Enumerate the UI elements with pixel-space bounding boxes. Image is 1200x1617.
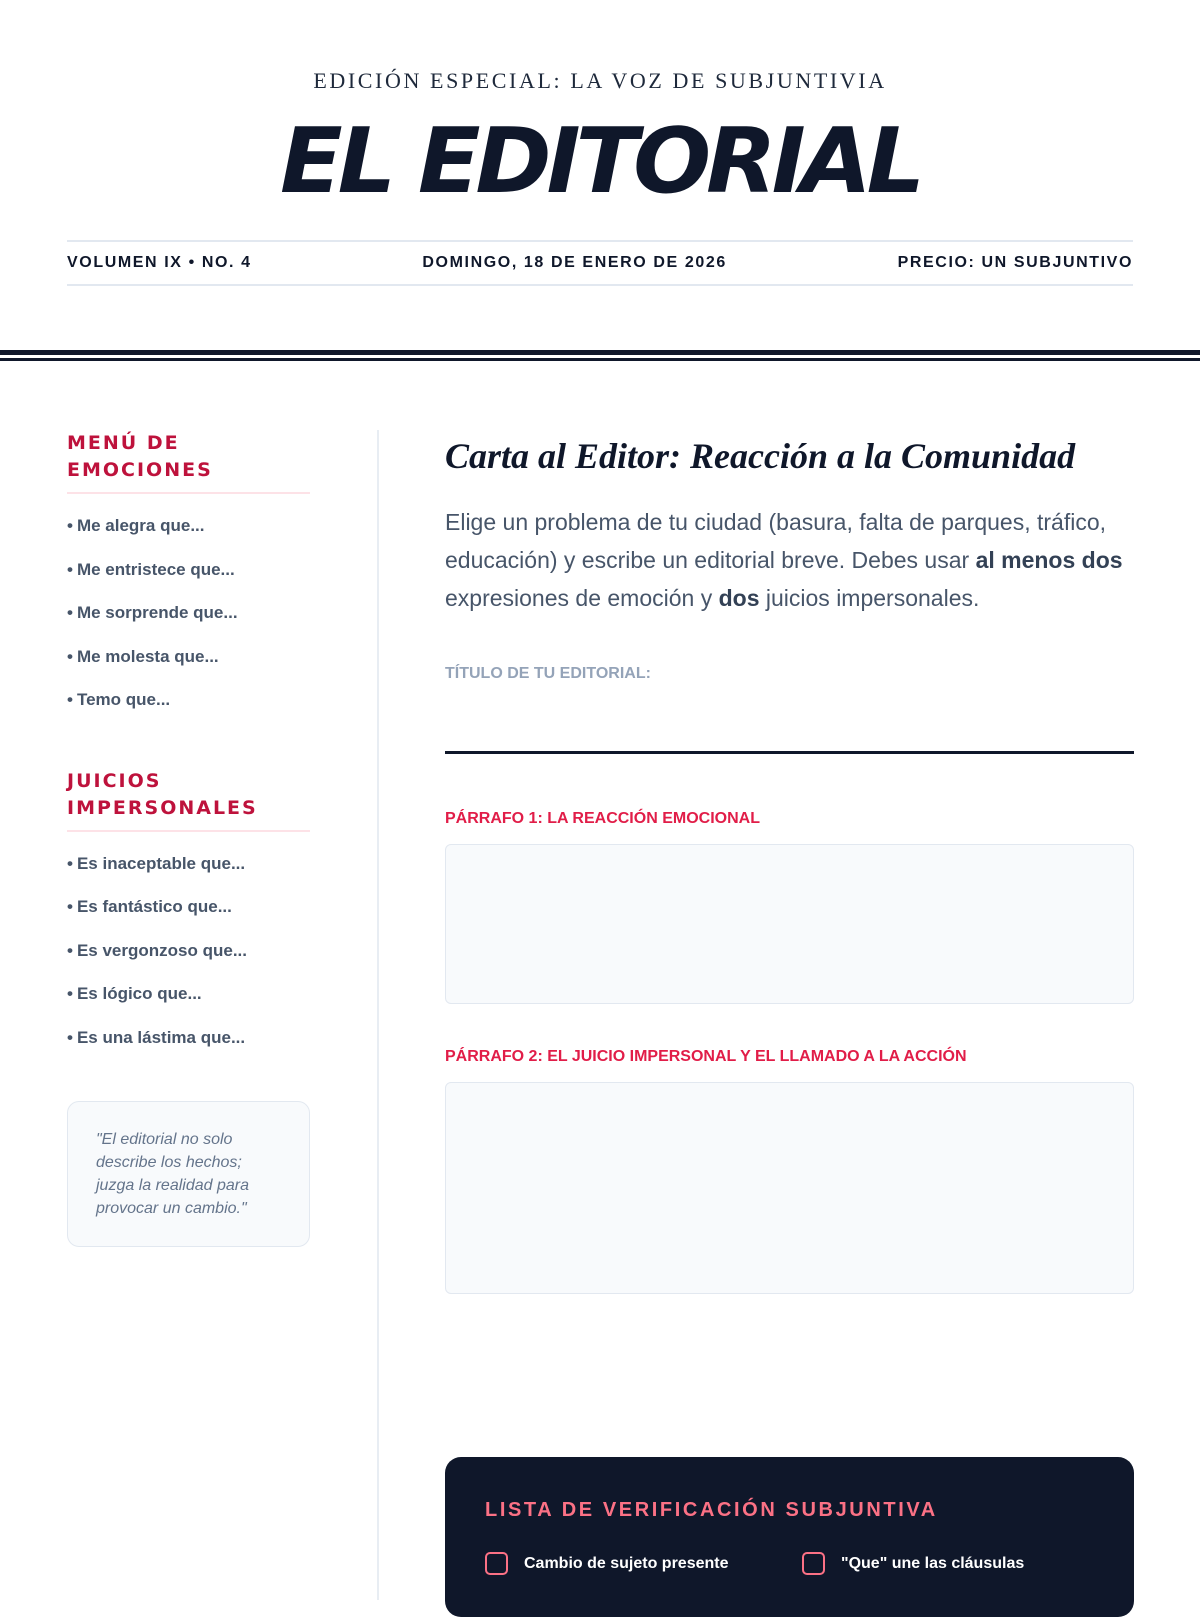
emotion-phrase: Me entristece que...: [76, 559, 235, 579]
paragraph2-label: PÁRRAFO 2: EL JUICIO IMPERSONAL Y EL LLAMADO A LA ACCIÓN: [445, 1048, 967, 1065]
checkbox-empty-icon[interactable]: [485, 1552, 508, 1575]
emotions-heading: MENÚ DE EMOCIONES: [67, 430, 310, 494]
instructions-emphasis: dos: [718, 585, 760, 611]
bullet-dot-icon: •: [67, 516, 73, 535]
title-field-label: TÍTULO DE TU EDITORIAL:: [445, 665, 651, 682]
bullet-dot-icon: •: [67, 690, 73, 709]
subjunctive-checklist: [445, 1457, 1134, 1617]
judgments-heading: JUICIOS IMPERSONALES: [67, 768, 310, 832]
bullet-dot-icon: •: [67, 646, 73, 666]
column-divider: [377, 430, 379, 1600]
judgment-phrase: Es vergonzoso que...: [76, 940, 247, 960]
emotion-phrase: Me molesta que...: [76, 646, 219, 666]
list-item: [67, 1028, 310, 1072]
masthead-rule-thin: [0, 358, 1200, 361]
emotions-list: [67, 516, 310, 734]
price-label: PRECIO: UN SUBJUNTIVO: [897, 254, 1133, 271]
paragraph1-textarea[interactable]: [445, 844, 1134, 1004]
checklist-item-subject-change[interactable]: [485, 1552, 729, 1575]
newspaper-title: EL EDITORIAL: [279, 109, 921, 214]
section-spacer: [67, 734, 310, 768]
checklist-item-que-clauses[interactable]: [802, 1552, 1024, 1575]
list-item: [67, 690, 310, 734]
paragraph2-textarea[interactable]: [445, 1082, 1134, 1294]
main-content: [445, 430, 1134, 1294]
masthead-rule-thick: [0, 350, 1200, 355]
bullet-dot-icon: •: [67, 897, 73, 916]
page-title: Carta al Editor: Reacción a la Comunidad: [445, 436, 1076, 476]
emotion-phrase: Temo que...: [76, 690, 171, 709]
instructions: [445, 503, 1134, 617]
checkbox-empty-icon[interactable]: [802, 1552, 825, 1575]
instructions-emphasis: al menos dos: [975, 547, 1123, 573]
edition-kicker: EDICIÓN ESPECIAL: LA VOZ DE SUBJUNTIVIA: [313, 68, 887, 93]
list-item: [67, 897, 310, 941]
bullet-dot-icon: •: [67, 559, 73, 579]
volume-label: VOLUMEN IX • NO. 4: [67, 254, 252, 271]
bullet-dot-icon: •: [67, 603, 73, 622]
instructions-text: Elige un problema de tu ciudad (basura, falta de parques, tráfico, educación) y escribe un editorial breve. Debes usar: [445, 509, 1107, 573]
list-item: [67, 603, 310, 647]
bullet-dot-icon: •: [67, 940, 73, 960]
paragraph1-label: PÁRRAFO 1: LA REACCIÓN EMOCIONAL: [445, 810, 760, 827]
editorial-title-input[interactable]: [445, 691, 1134, 754]
bullet-dot-icon: •: [67, 1027, 73, 1047]
checklist-title: LISTA DE VERIFICACIÓN SUBJUNTIVA: [485, 1499, 938, 1521]
date-label: DOMINGO, 18 DE ENERO DE 2026: [422, 254, 727, 271]
judgment-phrase: Es inaceptable que...: [76, 853, 246, 873]
list-item: [67, 984, 310, 1028]
judgment-phrase: Es lógico que...: [76, 984, 202, 1003]
emotion-phrase: Me alegra que...: [76, 516, 205, 535]
list-item: [67, 516, 310, 560]
instructions-text: expresiones de emoción y: [445, 585, 719, 611]
list-item: [67, 560, 310, 604]
list-item: [67, 941, 310, 985]
masthead: [0, 0, 1200, 372]
list-item: [67, 854, 310, 898]
info-bar: [67, 240, 1133, 286]
list-item: [67, 647, 310, 691]
editorial-quote: "El editorial no solo describe los hechos; juzga la realidad para provocar un cambio.": [67, 1101, 310, 1247]
judgment-phrase: Es una lástima que...: [76, 1027, 246, 1047]
bullet-dot-icon: •: [67, 984, 73, 1003]
checklist-item-label: Cambio de sujeto presente: [524, 1554, 729, 1572]
emotion-phrase: Me sorprende que...: [76, 603, 238, 622]
sidebar: [67, 430, 310, 1247]
checklist-item-label: "Que" une las cláusulas: [841, 1554, 1025, 1572]
judgment-phrase: Es fantástico que...: [76, 897, 232, 916]
bullet-dot-icon: •: [67, 853, 73, 873]
judgments-list: [67, 854, 310, 1072]
instructions-text: juicios impersonales.: [759, 585, 980, 611]
